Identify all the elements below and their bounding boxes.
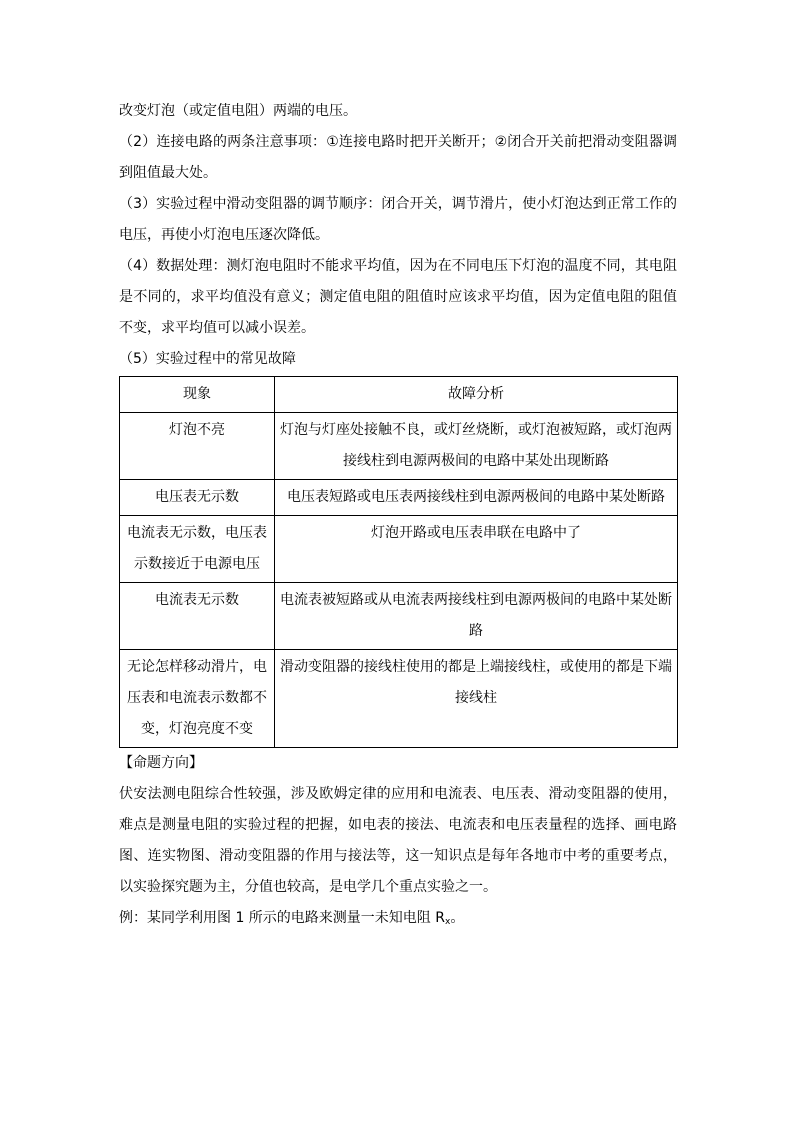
paragraph-common-faults: （5）实验过程中的常见故障 [119, 351, 296, 367]
example-text: 例：某同学利用图 1 所示的电路来测量一未知电阻 R [119, 910, 445, 926]
table-row [120, 650, 678, 748]
example-line [119, 903, 677, 938]
table-row [120, 516, 678, 583]
table-row [120, 583, 678, 650]
header-phenomenon: 现象 [120, 377, 275, 413]
table-row [120, 480, 678, 516]
cell-phenomenon: 无论怎样移动滑片，电压表和电流表示数都不变，灯泡亮度不变 [120, 650, 275, 748]
cell-phenomenon: 电流表无示数 [120, 583, 275, 650]
cell-analysis: 电压表短路或电压表两接线柱到电源两极间的电路中某处断路 [275, 480, 678, 516]
cell-analysis: 灯泡与灯座处接触不良，或灯丝烧断，或灯泡被短路，或灯泡两接线柱到电源两极间的电路中某处出现断路 [275, 413, 678, 480]
paragraph-continuation: 改变灯泡（或定值电阻）两端的电压。 [119, 103, 357, 119]
cell-analysis: 电流表被短路或从电流表两接线柱到电源两极间的电路中某处断路 [275, 583, 678, 650]
cell-analysis: 灯泡开路或电压表串联在电路中了 [275, 516, 678, 583]
fault-table [119, 376, 678, 748]
cell-phenomenon: 灯泡不亮 [120, 413, 275, 480]
paragraph-rheostat-order: （3）实验过程中滑动变阻器的调节顺序：闭合开关，调节滑片，使小灯泡达到正常工作的电压，再使小灯泡电压逐次降低。 [119, 196, 677, 243]
paragraph-wiring-notes: （2）连接电路的两条注意事项：①连接电路时把开关断开；②闭合开关前把滑动变阻器调到阻值最大处。 [119, 134, 677, 181]
table-row [120, 413, 678, 480]
cell-phenomenon: 电流表无示数，电压表示数接近于电源电压 [120, 516, 275, 583]
paragraph-data-processing: （4）数据处理：测灯泡电阻时不能求平均值，因为在不同电压下灯泡的温度不同，其电阻是不同的，求平均值没有意义；测定值电阻的阻值时应该求平均值，因为定值电阻的阻值不变，求平均值可以减小误差。 [119, 258, 677, 336]
section-title: 【命题方向】 [119, 755, 203, 771]
document-page [119, 96, 677, 938]
cell-phenomenon: 电压表无示数 [120, 480, 275, 516]
cell-analysis: 滑动变阻器的接线柱使用的都是上端接线柱，或使用的都是下端接线柱 [275, 650, 678, 748]
header-analysis: 故障分析 [275, 377, 678, 413]
table-header-row [120, 377, 678, 413]
example-subscript: x [444, 917, 451, 927]
example-suffix: 。 [450, 910, 465, 926]
section-body: 伏安法测电阻综合性较强，涉及欧姆定律的应用和电流表、电压表、滑动变阻器的使用，难点是测量电阻的实验过程的把握，如电表的接法、电流表和电压表量程的选择、画电路图、连实物图、滑动变阻器的作用与接法等，这一知识点是每年各地市中考的重要考点，以实验探究题为主，分值也较高，是电学几个重点实验之一。 [119, 786, 677, 895]
